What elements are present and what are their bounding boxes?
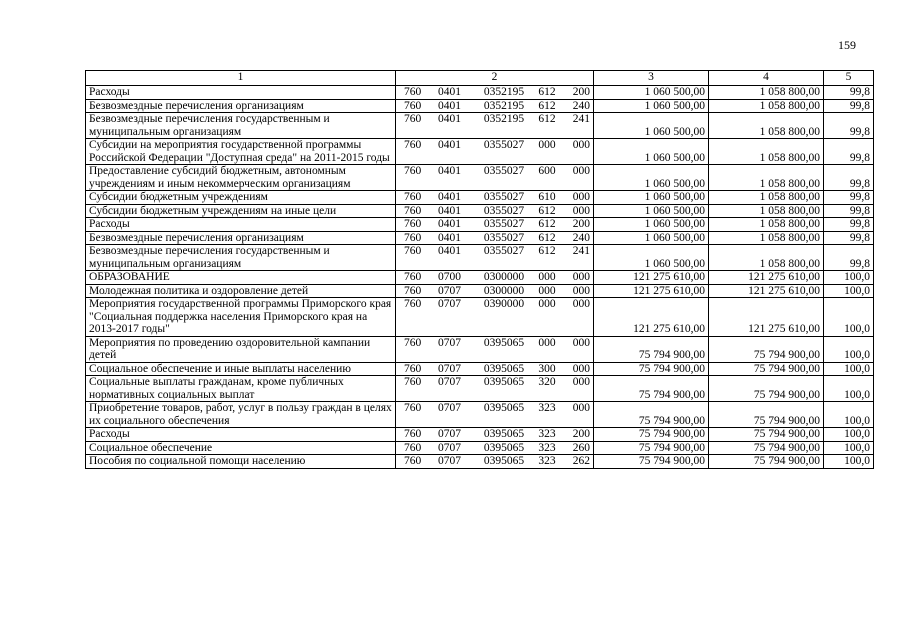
code-group — [396, 376, 593, 389]
code-part: 000 — [538, 139, 556, 151]
row-code-cell — [396, 336, 594, 362]
code-group — [396, 165, 593, 178]
percent-cell: 99,8 — [824, 204, 874, 218]
code-part: 0707 — [438, 441, 461, 454]
code-part: 0300000 — [483, 271, 525, 283]
code-part: 000 — [538, 336, 556, 349]
actual-amount-cell: 121 275 610,00 — [709, 284, 824, 298]
code-part: 760 — [404, 99, 422, 112]
plan-amount-cell: 1 060 500,00 — [594, 245, 709, 271]
percent-cell: 100,0 — [824, 298, 874, 337]
code-part: 0401 — [438, 204, 461, 217]
percent-cell: 100,0 — [824, 455, 874, 469]
code-part: 0401 — [438, 245, 461, 257]
percent-cell: 99,8 — [824, 99, 874, 113]
table-row — [86, 376, 874, 402]
row-code-cell — [396, 86, 594, 100]
code-group — [396, 245, 593, 258]
code-part: 0355027 — [483, 245, 525, 257]
row-code-cell — [396, 139, 594, 165]
row-name-cell: Социальные выплаты гражданам, кроме публичных нормативных социальных выплат — [86, 376, 396, 402]
row-code-cell — [396, 298, 594, 337]
actual-amount-cell: 1 058 800,00 — [709, 99, 824, 113]
code-group — [396, 363, 593, 376]
plan-amount-cell: 121 275 610,00 — [594, 284, 709, 298]
code-part: 0707 — [438, 284, 461, 297]
row-code-cell — [396, 271, 594, 285]
code-part: 0395065 — [483, 362, 525, 375]
code-group — [396, 218, 593, 231]
table-row — [86, 165, 874, 191]
code-part: 000 — [572, 402, 590, 414]
header-cell: 4 — [709, 71, 824, 86]
code-part: 0707 — [438, 376, 461, 388]
code-part: 0401 — [438, 139, 461, 151]
code-part: 760 — [404, 191, 422, 203]
table-row — [86, 362, 874, 376]
table-row — [86, 191, 874, 205]
actual-amount-cell: 1 058 800,00 — [709, 86, 824, 100]
percent-cell: 99,8 — [824, 139, 874, 165]
code-part: 0300000 — [483, 284, 525, 297]
table-row — [86, 284, 874, 298]
header-cell: 1 — [86, 71, 396, 86]
code-part: 323 — [538, 455, 556, 467]
page-number: 159 — [838, 38, 856, 52]
row-code-cell — [396, 204, 594, 218]
plan-amount-cell: 121 275 610,00 — [594, 298, 709, 337]
code-part: 760 — [404, 441, 422, 454]
actual-amount-cell: 75 794 900,00 — [709, 336, 824, 362]
percent-cell: 100,0 — [824, 402, 874, 428]
table-row — [86, 271, 874, 285]
plan-amount-cell: 1 060 500,00 — [594, 99, 709, 113]
plan-amount-cell: 75 794 900,00 — [594, 376, 709, 402]
row-code-cell — [396, 231, 594, 245]
code-part: 0401 — [438, 86, 461, 98]
code-part: 323 — [538, 441, 556, 454]
code-part: 0401 — [438, 99, 461, 112]
row-code-cell — [396, 99, 594, 113]
code-part: 000 — [572, 376, 590, 388]
row-code-cell — [396, 455, 594, 469]
code-part: 600 — [538, 165, 556, 177]
row-name-cell: Пособия по социальной помощи населению — [86, 455, 396, 469]
plan-amount-cell: 1 060 500,00 — [594, 218, 709, 232]
code-part: 0395065 — [483, 455, 525, 467]
percent-cell: 99,8 — [824, 86, 874, 100]
actual-amount-cell: 75 794 900,00 — [709, 455, 824, 469]
plan-amount-cell: 1 060 500,00 — [594, 139, 709, 165]
code-part: 760 — [404, 165, 422, 177]
actual-amount-cell: 121 275 610,00 — [709, 298, 824, 337]
code-part: 000 — [572, 139, 590, 151]
code-part: 760 — [404, 428, 422, 440]
plan-amount-cell: 1 060 500,00 — [594, 165, 709, 191]
code-part: 323 — [538, 428, 556, 440]
code-part: 0355027 — [483, 165, 525, 177]
row-name-cell: Субсидии бюджетным учреждениям — [86, 191, 396, 205]
plan-amount-cell: 75 794 900,00 — [594, 455, 709, 469]
code-part: 0355027 — [483, 191, 525, 203]
code-part: 000 — [538, 271, 556, 283]
code-part: 760 — [404, 402, 422, 414]
row-code-cell — [396, 284, 594, 298]
percent-cell: 99,8 — [824, 191, 874, 205]
actual-amount-cell: 121 275 610,00 — [709, 271, 824, 285]
plan-amount-cell: 1 060 500,00 — [594, 113, 709, 139]
percent-cell: 100,0 — [824, 284, 874, 298]
table-row — [86, 218, 874, 232]
row-code-cell — [396, 362, 594, 376]
code-part: 0395065 — [483, 376, 525, 388]
actual-amount-cell: 75 794 900,00 — [709, 428, 824, 442]
actual-amount-cell: 1 058 800,00 — [709, 204, 824, 218]
table-row — [86, 455, 874, 469]
code-group — [396, 298, 593, 311]
row-code-cell — [396, 191, 594, 205]
code-group — [396, 191, 593, 204]
row-code-cell — [396, 376, 594, 402]
code-part: 760 — [404, 455, 422, 467]
code-part: 760 — [404, 271, 422, 283]
header-cell: 5 — [824, 71, 874, 86]
code-part: 323 — [538, 402, 556, 414]
code-part: 0355027 — [483, 231, 525, 244]
code-part: 612 — [538, 99, 556, 112]
code-part: 0401 — [438, 218, 461, 230]
row-name-cell: Безвозмездные перечисления государственным и муниципальным организациям — [86, 245, 396, 271]
actual-amount-cell: 1 058 800,00 — [709, 245, 824, 271]
code-part: 0395065 — [483, 428, 525, 440]
code-part: 0395065 — [483, 336, 525, 349]
code-part: 0707 — [438, 336, 461, 349]
table-row — [86, 336, 874, 362]
row-name-cell: Социальное обеспечение и иные выплаты населению — [86, 362, 396, 376]
code-part: 760 — [404, 113, 422, 125]
code-part: 000 — [538, 284, 556, 297]
row-name-cell: Безвозмездные перечисления государственным и муниципальным организациям — [86, 113, 396, 139]
row-name-cell: Молодежная политика и оздоровление детей — [86, 284, 396, 298]
code-part: 200 — [572, 86, 590, 98]
code-part: 0700 — [438, 271, 461, 283]
code-group — [396, 402, 593, 415]
plan-amount-cell: 1 060 500,00 — [594, 231, 709, 245]
code-part: 0707 — [438, 455, 461, 467]
percent-cell: 100,0 — [824, 362, 874, 376]
code-group — [396, 271, 593, 284]
percent-cell: 99,8 — [824, 218, 874, 232]
code-group — [396, 139, 593, 152]
code-part: 0401 — [438, 113, 461, 125]
code-part: 0707 — [438, 362, 461, 375]
code-part: 000 — [538, 298, 556, 310]
header-cell: 2 — [396, 71, 594, 86]
plan-amount-cell: 1 060 500,00 — [594, 86, 709, 100]
plan-amount-cell: 75 794 900,00 — [594, 428, 709, 442]
code-part: 240 — [572, 99, 590, 112]
code-part: 0355027 — [483, 204, 525, 217]
table-row — [86, 113, 874, 139]
row-code-cell — [396, 245, 594, 271]
actual-amount-cell: 1 058 800,00 — [709, 139, 824, 165]
table-row — [86, 402, 874, 428]
percent-cell: 99,8 — [824, 113, 874, 139]
row-code-cell — [396, 218, 594, 232]
plan-amount-cell: 75 794 900,00 — [594, 441, 709, 455]
code-part: 0401 — [438, 165, 461, 177]
row-name-cell: Субсидии бюджетным учреждениям на иные цели — [86, 204, 396, 218]
actual-amount-cell: 1 058 800,00 — [709, 218, 824, 232]
row-name-cell: Мероприятия по проведению оздоровительной кампании детей — [86, 336, 396, 362]
code-part: 760 — [404, 245, 422, 257]
actual-amount-cell: 1 058 800,00 — [709, 113, 824, 139]
percent-cell: 99,8 — [824, 165, 874, 191]
code-part: 760 — [404, 284, 422, 297]
code-group — [396, 205, 593, 218]
code-group — [396, 428, 593, 441]
table-row — [86, 245, 874, 271]
code-part: 0401 — [438, 191, 461, 203]
table-row — [86, 428, 874, 442]
code-part: 320 — [538, 376, 556, 388]
row-name-cell: Мероприятия государственной программы Приморского края "Социальная поддержка населения Приморского края на 2013-2017 годы" — [86, 298, 396, 337]
code-part: 610 — [538, 191, 556, 203]
code-part: 260 — [572, 441, 590, 454]
code-part: 262 — [572, 455, 590, 467]
code-part: 612 — [538, 113, 556, 125]
row-code-cell — [396, 113, 594, 139]
percent-cell: 100,0 — [824, 271, 874, 285]
percent-cell: 100,0 — [824, 441, 874, 455]
code-part: 760 — [404, 336, 422, 349]
code-part: 240 — [572, 231, 590, 244]
table-row — [86, 441, 874, 455]
code-part: 000 — [572, 204, 590, 217]
code-part: 0707 — [438, 428, 461, 440]
row-code-cell — [396, 402, 594, 428]
code-part: 200 — [572, 218, 590, 230]
row-name-cell: Безвозмездные перечисления организациям — [86, 231, 396, 245]
row-name-cell: Расходы — [86, 86, 396, 100]
row-name-cell: Безвозмездные перечисления организациям — [86, 99, 396, 113]
code-group — [396, 455, 593, 468]
code-part: 760 — [404, 362, 422, 375]
table-row — [86, 298, 874, 337]
code-part: 0355027 — [483, 139, 525, 151]
row-code-cell — [396, 165, 594, 191]
budget-table — [85, 70, 874, 469]
code-part: 0395065 — [483, 402, 525, 414]
code-part: 760 — [404, 231, 422, 244]
code-group — [396, 285, 593, 298]
header-cell: 3 — [594, 71, 709, 86]
code-part: 0401 — [438, 231, 461, 244]
code-part: 200 — [572, 428, 590, 440]
code-part: 760 — [404, 139, 422, 151]
code-group — [396, 337, 593, 350]
percent-cell: 100,0 — [824, 376, 874, 402]
code-part: 0707 — [438, 298, 461, 310]
code-part: 000 — [572, 362, 590, 375]
code-part: 0707 — [438, 402, 461, 414]
plan-amount-cell: 75 794 900,00 — [594, 402, 709, 428]
percent-cell: 99,8 — [824, 231, 874, 245]
code-part: 000 — [572, 191, 590, 203]
row-name-cell: Субсидии на мероприятия государственной программы Российской Федерации "Доступная среда" на 2011-2015 годы — [86, 139, 396, 165]
actual-amount-cell: 1 058 800,00 — [709, 191, 824, 205]
code-group — [396, 113, 593, 126]
actual-amount-cell: 75 794 900,00 — [709, 441, 824, 455]
row-name-cell: Предоставление субсидий бюджетным, автономным учреждениям и иным некоммерческим организациям — [86, 165, 396, 191]
row-code-cell — [396, 428, 594, 442]
actual-amount-cell: 75 794 900,00 — [709, 362, 824, 376]
code-part: 000 — [572, 336, 590, 349]
code-part: 760 — [404, 86, 422, 98]
table-row — [86, 139, 874, 165]
code-part: 760 — [404, 204, 422, 217]
percent-cell: 100,0 — [824, 428, 874, 442]
percent-cell: 100,0 — [824, 336, 874, 362]
table-header-row — [86, 71, 874, 86]
table-row — [86, 86, 874, 100]
code-part: 612 — [538, 231, 556, 244]
code-group — [396, 232, 593, 245]
code-part: 612 — [538, 245, 556, 257]
code-part: 612 — [538, 204, 556, 217]
code-part: 760 — [404, 218, 422, 230]
code-part: 0395065 — [483, 441, 525, 454]
row-code-cell — [396, 441, 594, 455]
plan-amount-cell: 75 794 900,00 — [594, 362, 709, 376]
code-part: 0352195 — [483, 86, 525, 98]
plan-amount-cell: 121 275 610,00 — [594, 271, 709, 285]
code-group — [396, 100, 593, 113]
row-name-cell: Расходы — [86, 218, 396, 232]
code-part: 000 — [572, 165, 590, 177]
code-part: 0355027 — [483, 218, 525, 230]
code-part: 000 — [572, 271, 590, 283]
row-name-cell: Социальное обеспечение — [86, 441, 396, 455]
table-row — [86, 231, 874, 245]
code-group — [396, 86, 593, 99]
code-part: 760 — [404, 376, 422, 388]
plan-amount-cell: 1 060 500,00 — [594, 191, 709, 205]
code-part: 612 — [538, 218, 556, 230]
code-part: 000 — [572, 284, 590, 297]
row-name-cell: Расходы — [86, 428, 396, 442]
plan-amount-cell: 75 794 900,00 — [594, 336, 709, 362]
plan-amount-cell: 1 060 500,00 — [594, 204, 709, 218]
code-part: 0352195 — [483, 99, 525, 112]
code-part: 612 — [538, 86, 556, 98]
code-part: 000 — [572, 298, 590, 310]
code-group — [396, 442, 593, 455]
row-name-cell: ОБРАЗОВАНИЕ — [86, 271, 396, 285]
actual-amount-cell: 1 058 800,00 — [709, 165, 824, 191]
actual-amount-cell: 1 058 800,00 — [709, 231, 824, 245]
actual-amount-cell: 75 794 900,00 — [709, 402, 824, 428]
code-part: 0352195 — [483, 113, 525, 125]
code-part: 0390000 — [483, 298, 525, 310]
code-part: 760 — [404, 298, 422, 310]
table-row — [86, 99, 874, 113]
code-part: 300 — [538, 362, 556, 375]
code-part: 241 — [572, 245, 590, 257]
table-row — [86, 204, 874, 218]
actual-amount-cell: 75 794 900,00 — [709, 376, 824, 402]
code-part: 241 — [572, 113, 590, 125]
row-name-cell: Приобретение товаров, работ, услуг в пользу граждан в целях их социального обеспечения — [86, 402, 396, 428]
percent-cell: 99,8 — [824, 245, 874, 271]
